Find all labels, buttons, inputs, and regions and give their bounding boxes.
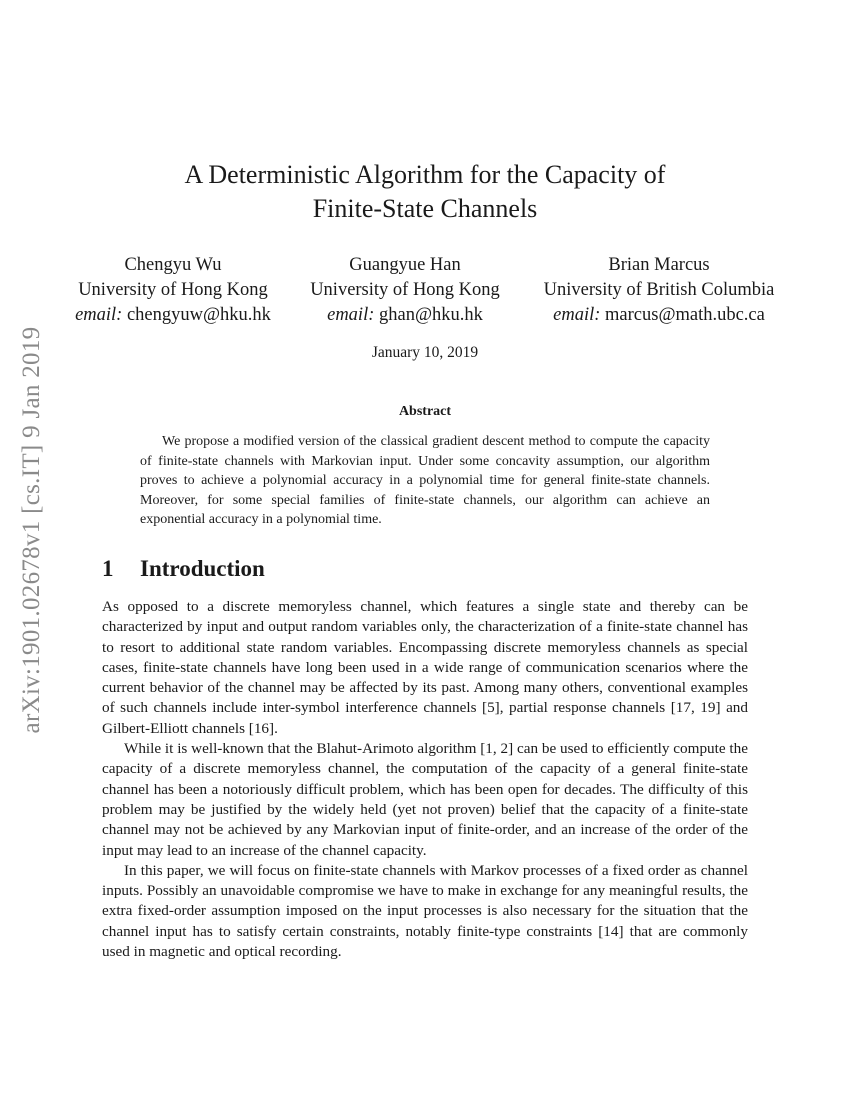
paragraph-1: As opposed to a discrete memoryless channel, which features a single state and thereby can be characterized by input and output random variables only, the characterization of a finite-state channel has to resort to additional state random variables. Encompassing discrete memoryless channels as special cases, finite-state channels have long been used in a wide range of communication scenarios where the current behavior of the channel may be affected by its past. Among many others, conventional examples of such channels include inter-symbol interference channels [5], partial response channels [17, 19] and Gilbert-Elliott channels [16]. xyxy=(102,598,748,737)
author-2 xyxy=(296,253,514,328)
paper-title xyxy=(0,158,850,226)
email-label: email: xyxy=(75,305,123,325)
arxiv-sidebar xyxy=(10,290,54,770)
author-affiliation: University of British Columbia xyxy=(543,280,775,300)
author-email-line xyxy=(524,303,794,328)
author-name: Chengyu Wu xyxy=(124,255,222,275)
author-name: Brian Marcus xyxy=(608,255,710,275)
title-line-1: A Deterministic Algorithm for the Capacity of xyxy=(184,160,666,189)
email-label: email: xyxy=(553,305,601,325)
section-heading xyxy=(102,556,265,582)
author-email-line xyxy=(60,303,286,328)
author-email: marcus@math.ubc.ca xyxy=(605,305,765,325)
author-affiliation: University of Hong Kong xyxy=(310,280,500,300)
body-text xyxy=(102,597,748,962)
abstract-heading: Abstract xyxy=(398,404,452,419)
paragraph-2: While it is well-known that the Blahut-Arimoto algorithm [1, 2] can be used to efficiently compute the capacity of a discrete memoryless channel, the computation of the capacity of a general finite-state channel has been a notoriously difficult problem, which has been open for decades. The difficulty of this problem may be justified by the widely held (yet not proven) belief that the capacity of a finite-state channel may not be achieved by any Markovian input of finite-order, and an increase of the order of the input may lead to an increase of the channel capacity. xyxy=(102,740,748,859)
paragraph-3: In this paper, we will focus on finite-state channels with Markov processes of a fixed order as channel inputs. Possibly an unavoidable compromise we have to make in exchange for any meaningful results, the extra fixed-order assumption imposed on the input processes is also necessary for the situation that the channel input has to satisfy certain constraints, notably finite-type constraints [14] that are commonly used in magnetic and optical recording. xyxy=(102,861,748,961)
section-number: 1 xyxy=(102,556,114,581)
paper-date: January 10, 2019 xyxy=(371,344,479,361)
arxiv-identifier: arXiv:1901.02678v1 [cs.IT] 9 Jan 2019 xyxy=(18,326,45,734)
section-title: Introduction xyxy=(140,556,265,581)
title-line-2: Finite-State Channels xyxy=(312,194,538,223)
author-email: ghan@hku.hk xyxy=(379,305,483,325)
author-email-line xyxy=(296,303,514,328)
abstract-text: We propose a modified version of the classical gradient descent method to compute the capacity of finite-state channels with Markovian input. Under some concavity assumption, our algorithm proves to achieve a polynomial accuracy in a polynomial time for general finite-state channels. Moreover, for some special families of finite-state channels, our algorithm can achieve an exponential accuracy in a polynomial time. xyxy=(140,434,710,528)
email-label: email: xyxy=(327,305,375,325)
author-affiliation: University of Hong Kong xyxy=(78,280,268,300)
author-1 xyxy=(60,253,286,328)
author-name: Guangyue Han xyxy=(349,255,461,275)
author-email: chengyuw@hku.hk xyxy=(126,305,271,325)
author-3 xyxy=(524,253,794,328)
